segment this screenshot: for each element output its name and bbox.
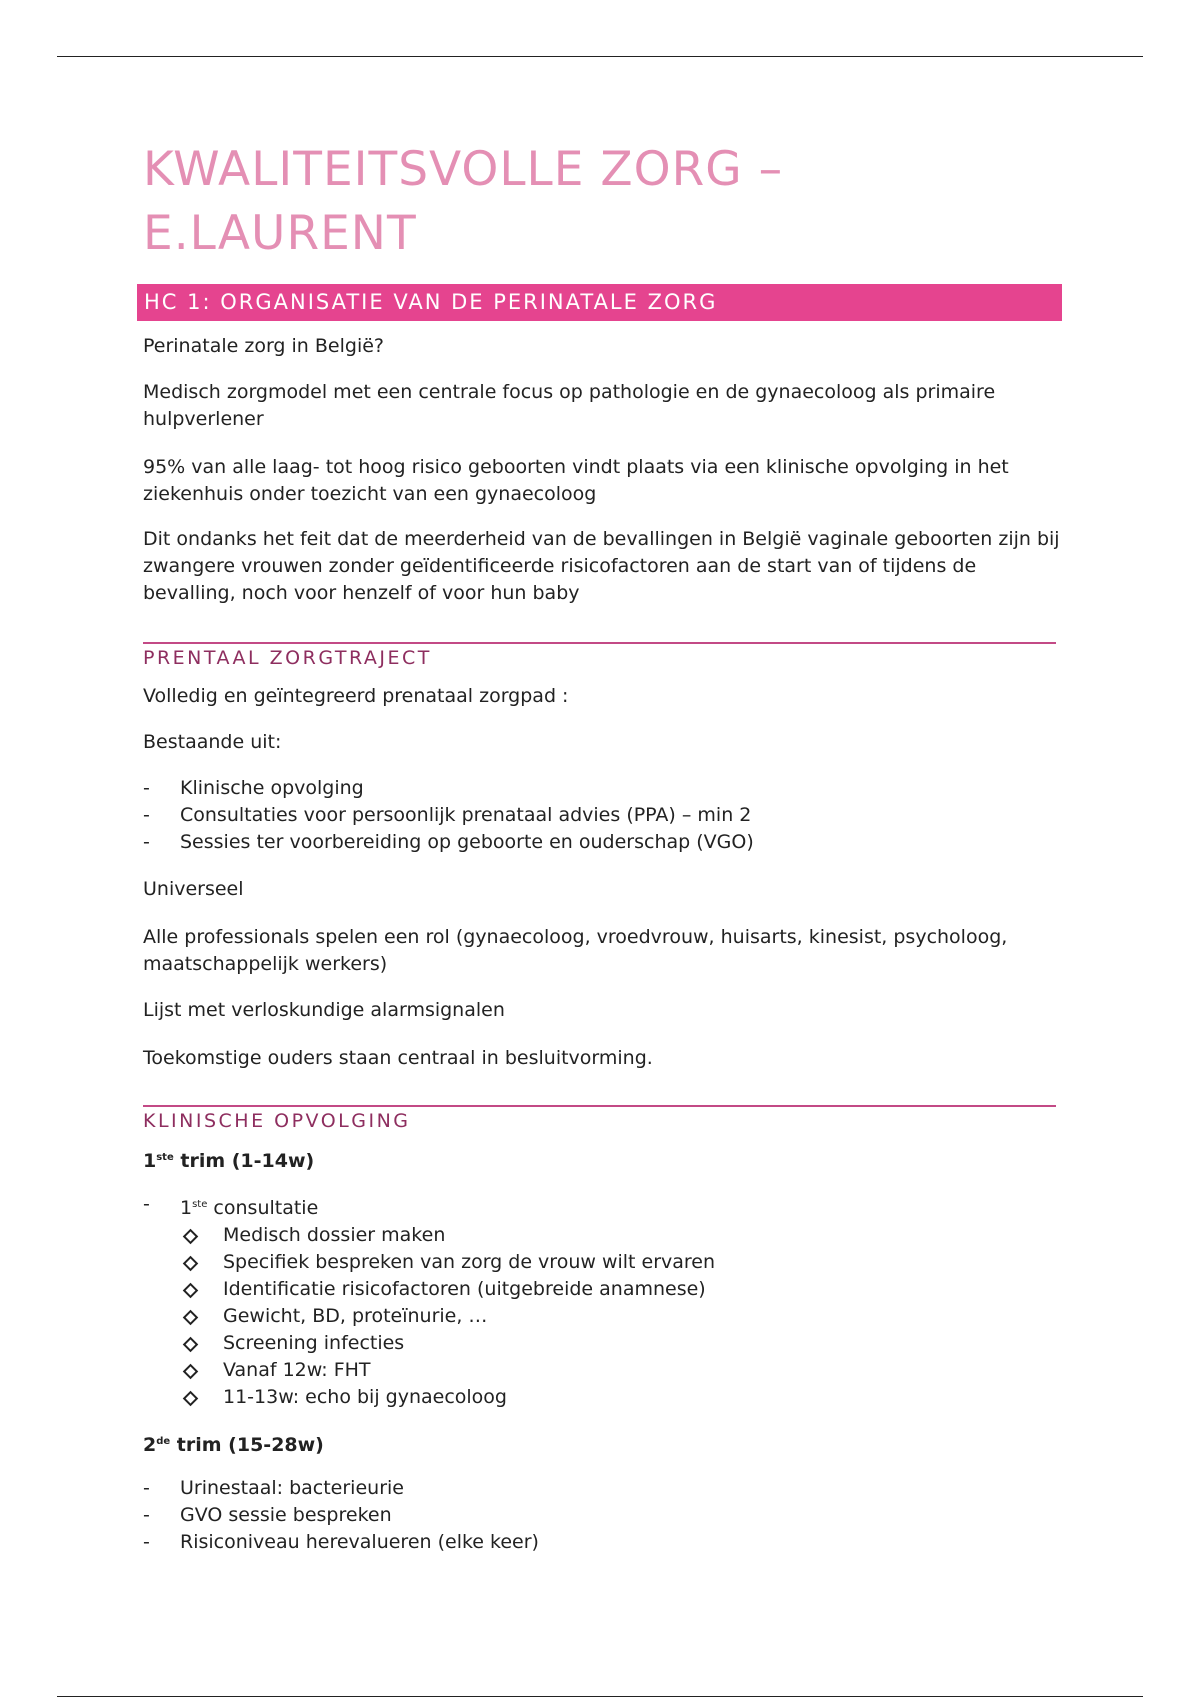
diamond-bullet-icon [183,1364,199,1380]
diamond-bullet-icon [183,1256,199,1272]
diamond-bullet-icon [183,1229,199,1245]
sub-list-item: Identificatie risicofactoren (uitgebreide anamnese) [180,1276,1043,1303]
list-dash: - [143,1504,150,1526]
prenataal-list [143,775,1043,856]
prenataal-paragraph-1: Volledig en geïntegreerd prenataal zorgpad : [143,685,569,707]
list-item: - Risiconiveau herevalueren (elke keer) [143,1529,1043,1556]
consultation-sublist [180,1222,1043,1411]
list-dash: - [143,1193,150,1215]
sub-list-item: Vanaf 12w: FHT [180,1357,1043,1384]
list-dash: - [143,1477,150,1499]
diamond-bullet-icon [183,1310,199,1326]
diamond-bullet-icon [183,1283,199,1299]
diamond-bullet-icon [183,1391,199,1407]
sub-list-item: Gewicht, BD, proteïnurie, … [180,1303,1043,1330]
trimester-1-heading: 1ste trim (1-14w) [143,1150,315,1172]
title-line-2: E.LAURENT [143,206,417,261]
heading-1-bar: HC 1: ORGANISATIE VAN DE PERINATALE ZORG [137,284,1062,321]
page-bottom-rule [57,1696,1143,1697]
sub-list-item: Medisch dossier maken [180,1222,1043,1249]
page-top-rule [57,56,1143,57]
prenataal-paragraph-3: Universeel [143,878,244,900]
intro-paragraph-3: 95% van alle laag- tot hoog risico geboorten vindt plaats via een klinische opvolging in het ziekenhuis onder toezicht van een gynaecoloog [143,456,1009,505]
intro-paragraph-2: Medisch zorgmodel met een centrale focus op pathologie en de gynaecoloog als primaire hulpverlener [143,381,996,430]
sub-list-item: 11-13w: echo bij gynaecoloog [180,1384,1043,1411]
trimester-1-list [143,1191,1043,1411]
list-dash: - [143,831,150,853]
list-item: - Consultaties voor persoonlijk prenataal advies (PPA) – min 2 [143,802,1043,829]
intro-paragraph-4: Dit ondanks het feit dat de meerderheid van de bevallingen in België vaginale geboorten zijn bij zwangere vrouwen zonder geïdentificeerde risicofactoren aan de start van of tijdens de bevalling, noch voor henzelf of voor hun baby [143,528,1060,604]
trimester-2-list [143,1475,1043,1556]
diamond-bullet-icon [183,1337,199,1353]
section-heading-klinisch [143,1105,1056,1132]
list-dash: - [143,777,150,799]
list-item: - Urinestaal: bacterieurie [143,1475,1043,1502]
prenataal-paragraph-6: Toekomstige ouders staan centraal in besluitvorming. [143,1047,653,1069]
trimester-2-heading: 2de trim (15-28w) [143,1434,324,1456]
list-dash: - [143,1531,150,1553]
document-title [143,138,1043,266]
sub-list-item: Screening infecties [180,1330,1043,1357]
list-item: - 1ste consultatie Medisch dossier maken Specifiek bespreken van zorg de vrouw wilt ervaren Identificatie risicofactoren (uitgebreide anamnese) Gewicht, BD, proteïnurie, … Screening infecties Vanaf 12w: FHT 11-13w: echo bij gynaecoloog [143,1191,1043,1411]
prenataal-paragraph-4: Alle professionals spelen een rol (gynaecoloog, vroedvrouw, huisarts, kinesist, psycholoog, maatschappelijk werkers) [143,926,1008,975]
section-heading-prenataal-text: PRENTAAL ZORGTRAJECT [143,647,432,669]
list-dash: - [143,804,150,826]
intro-paragraph-1: Perinatale zorg in België? [143,335,384,357]
list-item: - GVO sessie bespreken [143,1502,1043,1529]
prenataal-paragraph-2: Bestaande uit: [143,731,282,753]
section-heading-prenataal [143,642,1056,669]
title-line-1: KWALITEITSVOLLE ZORG – [143,142,784,197]
list-item: - Sessies ter voorbereiding op geboorte en ouderschap (VGO) [143,829,1043,856]
section-heading-klinisch-text: KLINISCHE OPVOLGING [143,1110,411,1132]
sub-list-item: Specifiek bespreken van zorg de vrouw wilt ervaren [180,1249,1043,1276]
prenataal-paragraph-5: Lijst met verloskundige alarmsignalen [143,999,505,1021]
list-item: - Klinische opvolging [143,775,1043,802]
